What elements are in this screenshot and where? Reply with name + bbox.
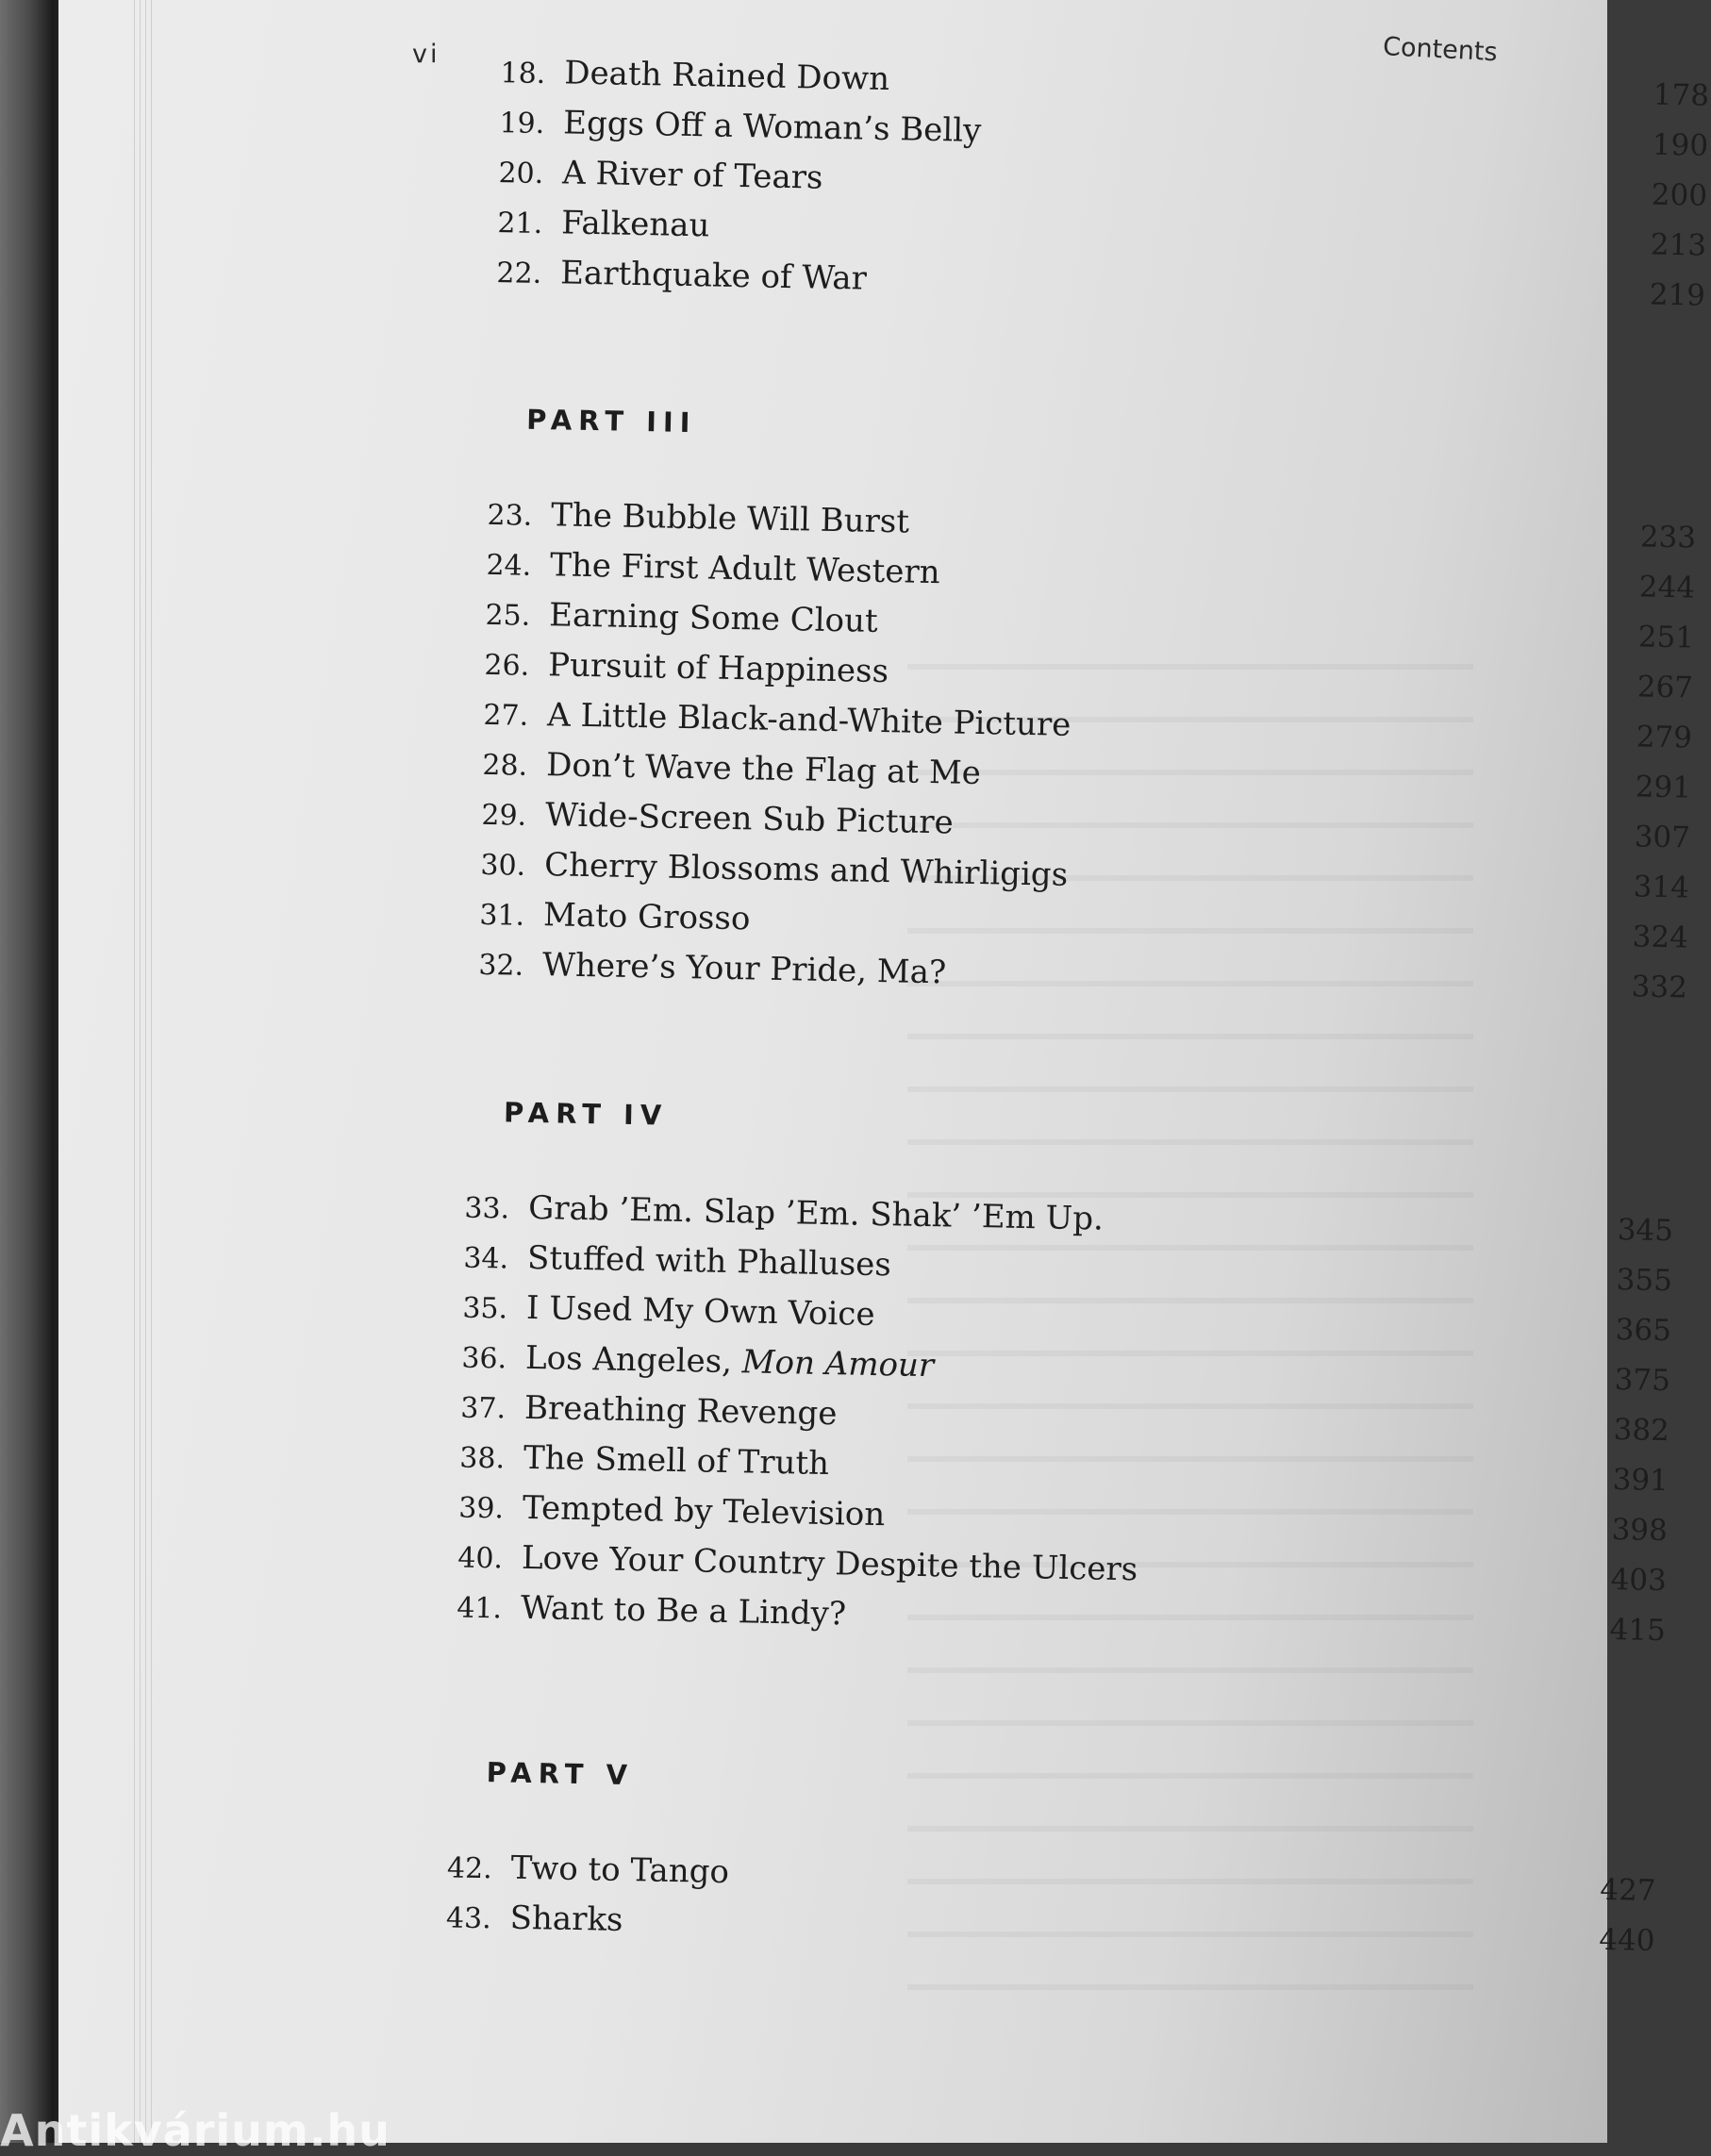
chapter-title: Eggs Off a Woman’s Belly xyxy=(562,104,982,150)
chapter-page: 345 xyxy=(1617,1213,1674,1249)
chapter-title: A River of Tears xyxy=(561,154,823,197)
chapter-page: 440 xyxy=(1598,1922,1655,1958)
chapter-page: 365 xyxy=(1615,1313,1672,1349)
part-heading: PART IV xyxy=(503,1096,669,1132)
chapter-title: Want to Be a Lindy? xyxy=(520,1588,847,1634)
chapter-title: Death Rained Down xyxy=(563,54,890,99)
chapter-page: 391 xyxy=(1612,1463,1669,1499)
chapter-number: 42. xyxy=(446,1851,493,1886)
chapter-page: 200 xyxy=(1651,177,1708,213)
chapter-title: The Smell of Truth xyxy=(523,1438,830,1484)
chapter-number: 29. xyxy=(481,798,527,833)
chapter-title: Breathing Revenge xyxy=(523,1388,838,1434)
chapter-title: Cherry Blossoms and Whirligigs xyxy=(543,846,1069,894)
chapter-title: Falkenau xyxy=(560,204,710,245)
chapter-title: Sharks xyxy=(509,1899,623,1939)
chapter-page: 244 xyxy=(1638,570,1696,605)
chapter-page: 190 xyxy=(1652,127,1709,163)
chapter-number: 32. xyxy=(478,948,524,983)
chapter-number: 30. xyxy=(480,848,526,883)
chapter-number: 26. xyxy=(484,648,530,683)
toc-part-3 xyxy=(470,403,1698,1019)
chapter-number: 43. xyxy=(445,1901,492,1936)
chapter-number: 27. xyxy=(483,698,529,733)
chapter-page: 233 xyxy=(1639,520,1697,556)
toc-part-2-continued xyxy=(489,53,1710,326)
chapter-number: 35. xyxy=(462,1291,508,1326)
chapter-page: 279 xyxy=(1636,720,1693,755)
chapter-page: 178 xyxy=(1653,77,1710,113)
table-of-contents xyxy=(20,0,1710,2147)
chapter-title: Stuffed with Phalluses xyxy=(526,1238,892,1285)
chapter-page: 324 xyxy=(1632,920,1689,955)
chapter-page: 251 xyxy=(1637,620,1695,655)
chapter-number: 19. xyxy=(499,107,545,141)
chapter-page: 427 xyxy=(1599,1872,1656,1908)
chapter-number: 37. xyxy=(460,1391,507,1426)
watermark: Antikvárium.hu xyxy=(0,2105,390,2156)
chapter-number: 21. xyxy=(497,207,543,240)
chapter-number: 20. xyxy=(498,157,544,191)
chapter-number: 36. xyxy=(461,1341,507,1376)
chapter-title: Grab ’Em. Slap ’Em. Shak’ ’Em Up. xyxy=(527,1188,1105,1238)
chapter-title: Pursuit of Happiness xyxy=(547,646,889,691)
chapter-title: Mato Grosso xyxy=(542,896,751,938)
chapter-title: I Used My Own Voice xyxy=(525,1288,875,1334)
chapter-title: Wide-Screen Sub Picture xyxy=(544,796,955,842)
chapter-title: Tempted by Television xyxy=(522,1488,886,1534)
chapter-number: 25. xyxy=(485,598,531,633)
chapter-page: 314 xyxy=(1633,870,1690,905)
part-heading: PART V xyxy=(486,1756,635,1792)
chapter-page: 403 xyxy=(1610,1563,1668,1599)
chapter-page: 375 xyxy=(1614,1363,1671,1399)
chapter-page: 355 xyxy=(1616,1263,1673,1299)
chapter-number: 33. xyxy=(464,1191,510,1226)
chapter-title: The Bubble Will Burst xyxy=(550,496,910,541)
chapter-page: 382 xyxy=(1613,1413,1670,1449)
chapter-page: 307 xyxy=(1634,820,1691,855)
part-heading: PART III xyxy=(525,403,697,439)
chapter-number: 34. xyxy=(463,1241,509,1276)
chapter-number: 28. xyxy=(482,748,528,783)
toc-part-5 xyxy=(438,1755,1658,1971)
chapter-number: 38. xyxy=(459,1441,506,1476)
chapter-page: 398 xyxy=(1611,1513,1669,1549)
chapter-title: Don’t Wave the Flag at Me xyxy=(545,746,982,793)
chapter-page: 219 xyxy=(1649,277,1706,313)
chapter-title: Earthquake of War xyxy=(559,254,868,298)
chapter-page: 267 xyxy=(1636,670,1694,705)
chapter-number: 24. xyxy=(486,548,532,583)
chapter-page: 415 xyxy=(1609,1612,1667,1649)
chapter-number: 31. xyxy=(479,898,525,933)
chapter-number: 22. xyxy=(496,257,542,290)
chapter-number: 18. xyxy=(500,57,546,91)
chapter-title: Where’s Your Pride, Ma? xyxy=(541,946,947,992)
chapter-title: Earning Some Clout xyxy=(548,596,878,640)
book-page xyxy=(58,0,1710,2143)
chapter-title: A Little Black-and-White Picture xyxy=(546,696,1071,744)
chapter-title-italic: Mon Amour xyxy=(741,1343,935,1385)
chapter-number: 40. xyxy=(457,1541,504,1576)
chapter-title: The First Adult Western xyxy=(549,546,940,592)
chapter-title: Two to Tango xyxy=(510,1849,730,1892)
chapter-number: 39. xyxy=(457,1491,505,1526)
chapter-number: 23. xyxy=(487,498,533,533)
toc-part-4 xyxy=(448,1095,1675,1661)
running-head-contents: Contents xyxy=(1382,32,1499,68)
chapter-title: Love Your Country Despite the Ulcers xyxy=(521,1538,1138,1589)
page-folio: vi xyxy=(412,40,440,69)
chapter-page: 213 xyxy=(1650,227,1707,263)
chapter-page: 291 xyxy=(1635,770,1692,805)
chapter-number: 41. xyxy=(456,1591,503,1626)
chapter-page: 332 xyxy=(1631,970,1688,1005)
chapter-title-roman: Los Angeles, xyxy=(524,1338,743,1382)
